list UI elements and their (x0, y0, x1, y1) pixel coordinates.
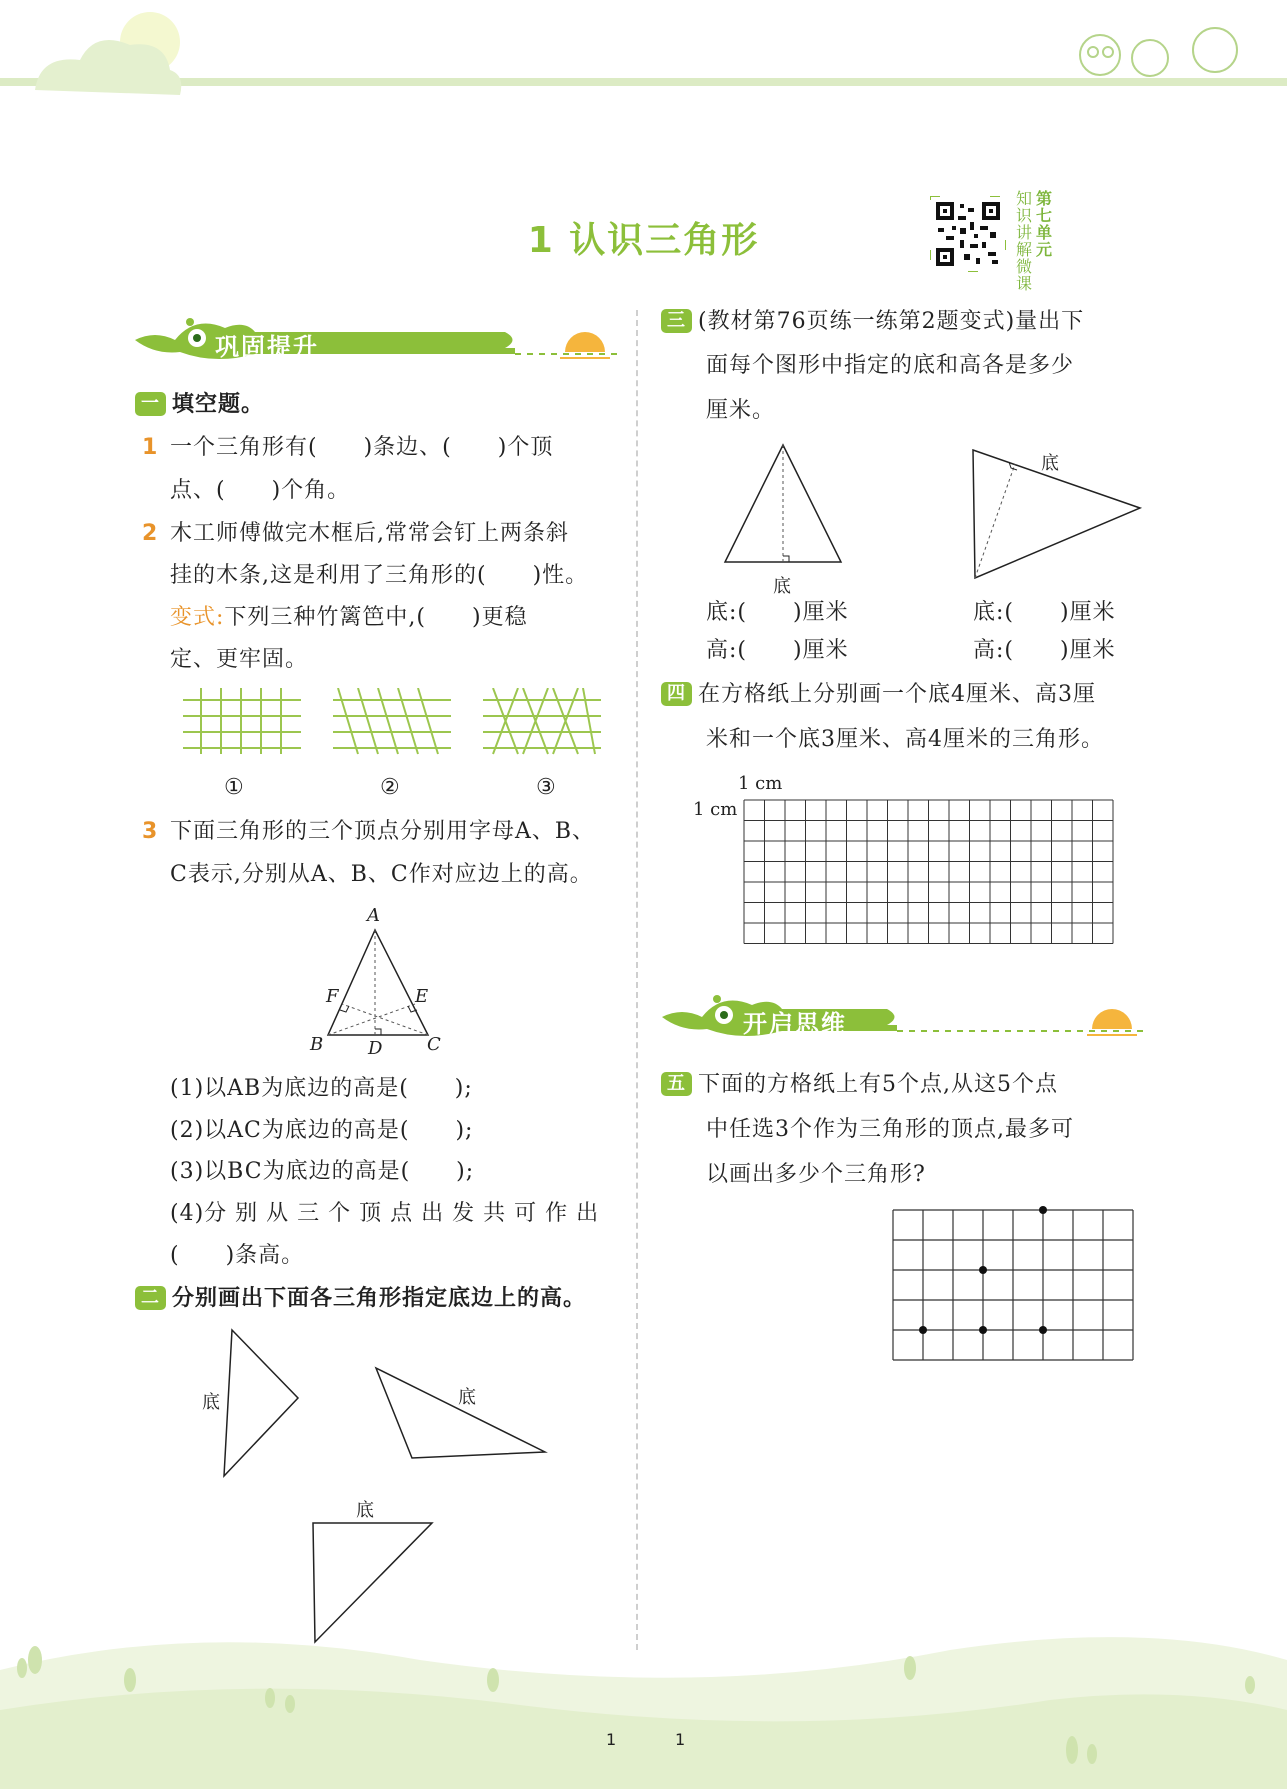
header-decoration (0, 0, 1287, 110)
q4-grid-paper[interactable] (743, 799, 1143, 969)
column-divider (636, 310, 638, 1650)
q1-item-2-number: 2 (142, 521, 159, 546)
q5-line1 (661, 1072, 1058, 1098)
q1-tag: 一 (135, 392, 166, 416)
q3-line1-text: (教材第76页练一练第2题变式)量出下 (698, 309, 1085, 334)
q1-sub-4a: (4)分 别 从 三 个 顶 点 出 发 共 可 作 出 (170, 1201, 600, 1226)
q1-item-1-number: 1 (142, 435, 159, 460)
q3-triangle-left (725, 445, 841, 562)
q2-tag: 二 (135, 1286, 166, 1310)
vertex-label-e: E (415, 986, 429, 1007)
variant-text: 下列三种竹篱笆中,( )更稳 (224, 605, 528, 630)
q3-tag: 三 (661, 309, 692, 333)
footer-page-right: 1 (675, 1730, 686, 1749)
vertex-label-a: A (367, 905, 380, 926)
q2-base-label-3: 底 (356, 1500, 374, 1521)
fence-label-2: ② (380, 775, 400, 800)
q1-sub-2: (2)以AC为底边的高是( ); (170, 1118, 474, 1143)
q1-item-1-line2: 点、( )个角。 (170, 478, 351, 503)
q3-left-height: 高:( )厘米 (706, 638, 849, 663)
q4-tag: 四 (661, 682, 692, 706)
q1-item-2-line4: 定、更牢固。 (170, 647, 309, 672)
fence-2 (333, 688, 451, 754)
q3-base-label-right: 底 (1041, 453, 1059, 474)
variant-label: 变式: (170, 605, 225, 630)
q2-heading (135, 1286, 586, 1312)
q1-item-3-line2: C表示,分别从A、B、C作对应边上的高。 (170, 862, 593, 887)
bamboo-fences (183, 688, 603, 758)
q3-line2: 面每个图形中指定的底和高各是多少 (706, 353, 1075, 378)
q4-unit-x: 1 cm (738, 773, 783, 794)
vertex-label-f: F (326, 986, 339, 1007)
q5-line1-text: 下面的方格纸上有5个点,从这5个点 (698, 1072, 1058, 1097)
q2-base-label-2: 底 (458, 1387, 476, 1408)
q3-right-height: 高:( )厘米 (973, 638, 1116, 663)
fence-3 (483, 688, 601, 754)
qr-code[interactable] (930, 196, 1006, 272)
q5-dot (1039, 1326, 1047, 1334)
q3-base-label-left: 底 (773, 576, 791, 597)
q5-dot (979, 1326, 987, 1334)
q2-heading-text: 分别画出下面各三角形指定底边上的高。 (172, 1286, 587, 1311)
qr-label-left: 知识讲解微课 (1015, 189, 1032, 293)
q1-item-2-line2: 挂的木条,这是利用了三角形的( )性。 (170, 563, 589, 588)
q3-right-base: 底:( )厘米 (973, 600, 1116, 625)
q1-item-2-variant (170, 605, 528, 631)
q2-triangle-1 (224, 1330, 298, 1476)
q1-sub-1: (1)以AB为底边的高是( ); (170, 1076, 473, 1101)
qr-label-right: 第七单元 (1035, 189, 1052, 259)
vertex-label-c: C (427, 1034, 441, 1055)
q1-item-1-line1: 一个三角形有( )条边、( )个顶 (170, 435, 554, 460)
vertex-label-d: D (368, 1038, 383, 1059)
cartoon-animals-icon (1080, 28, 1237, 76)
q3-line1 (661, 309, 1084, 335)
fence-label-3: ③ (536, 775, 556, 800)
vertex-label-b: B (310, 1034, 324, 1055)
q4-line2: 米和一个底3厘米、高4厘米的三角形。 (706, 727, 1104, 752)
section-banner-open-mind (662, 987, 1147, 1042)
q1-sub-3: (3)以BC为底边的高是( ); (170, 1159, 475, 1184)
q5-dot (919, 1326, 927, 1334)
q1-heading (135, 392, 264, 418)
fence-1 (183, 688, 301, 754)
q3-left-base: 底:( )厘米 (706, 600, 849, 625)
q4-line1 (661, 682, 1096, 708)
footer-page-left: 1 (606, 1730, 617, 1749)
q5-dot (1039, 1206, 1047, 1214)
q1-item-2-line1: 木工师傅做完木框后,常常会钉上两条斜 (170, 521, 569, 546)
section-title-open-mind: 开启思维 (743, 1010, 847, 1038)
sun-cloud-icon (35, 12, 181, 95)
q1-heading-text: 填空题。 (172, 392, 265, 417)
q5-tag: 五 (661, 1072, 692, 1096)
q5-line3: 以画出多少个三角形? (706, 1162, 926, 1187)
q3-triangles (715, 440, 1145, 590)
q1-sub-4b: ( )条高。 (170, 1243, 305, 1268)
fence-label-1: ① (224, 775, 244, 800)
q1-item-3-line1: 下面三角形的三个顶点分别用字母A、B、 (170, 819, 596, 844)
q3-line3: 厘米。 (706, 398, 776, 423)
q4-line1-text: 在方格纸上分别画一个底4厘米、高3厘 (698, 682, 1096, 707)
page-title: 1 认识三角形 (527, 220, 760, 261)
q5-line2: 中任选3个作为三角形的顶点,最多可 (706, 1117, 1074, 1142)
section-title-consolidate: 巩固提升 (215, 333, 319, 361)
q2-base-label-1: 底 (202, 1392, 220, 1413)
q2-triangle-2 (376, 1368, 545, 1458)
q5-dot-grid (888, 1205, 1138, 1365)
footer-landscape (0, 1600, 1287, 1789)
q1-item-3-number: 3 (142, 819, 159, 844)
section-banner-consolidate (135, 310, 620, 365)
q4-unit-y: 1 cm (693, 799, 738, 820)
q5-dot (979, 1266, 987, 1274)
